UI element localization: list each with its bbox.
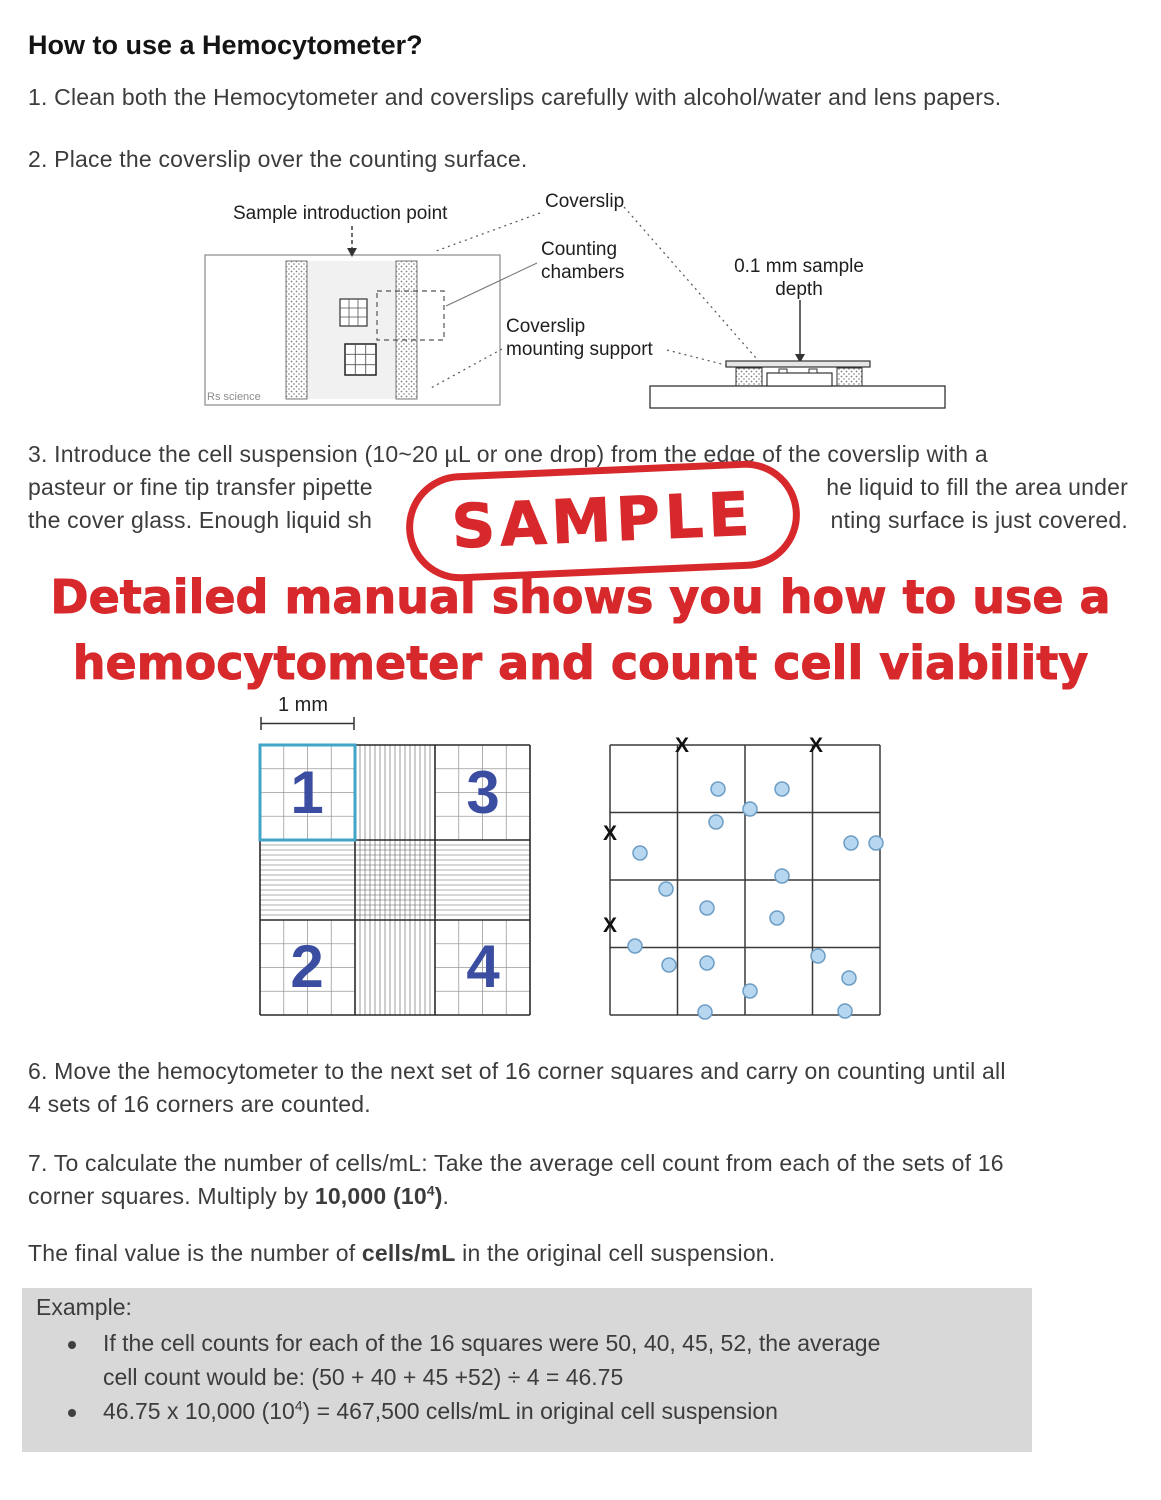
cell-dot <box>743 984 757 998</box>
x-mark-icon: X <box>602 822 618 845</box>
cell-counting-figure <box>599 734 891 1026</box>
example-bullet1-line1: If the cell counts for each of the 16 squares were 50, 40, 45, 52, the average <box>103 1330 881 1356</box>
cell-dots <box>628 782 883 1019</box>
cell-dot <box>698 1005 712 1019</box>
counting-chamber-grid-b <box>345 344 376 375</box>
slide-center-area <box>307 261 396 399</box>
step-2-text: 2. Place the coverslip over the counting surface. <box>28 146 528 172</box>
label-counting-chambers-line2: chambers <box>541 262 625 283</box>
final-after: in the original cell suspension. <box>455 1240 776 1266</box>
step-3-line-2-left: pasteur or fine tip transfer pipette <box>28 474 373 500</box>
counting-chamber-grid-a <box>340 299 367 326</box>
cell-dot <box>811 949 825 963</box>
step-1-text: 1. Clean both the Hemocytometer and coverslips carefully with alcohol/water and lens papers. <box>28 84 1002 110</box>
label-counting-chambers-line1: Counting <box>541 239 618 260</box>
cell-dot <box>662 958 676 972</box>
label-mounting-support-line1: Coverslip <box>506 316 586 337</box>
step-3-line-1: 3. Introduce the cell suspension (10~20 µL or one drop) from the edge of the coverslip with a <box>28 441 988 467</box>
example-bullet2 <box>103 1398 778 1425</box>
example-heading: Example: <box>36 1294 132 1320</box>
headline-line-2: hemocytometer and count cell viability <box>72 636 1089 690</box>
sample-stamp <box>404 458 802 583</box>
step-3-line-3-left: the cover glass. Enough liquid sh <box>28 507 373 533</box>
x-mark-icon: X <box>674 734 690 757</box>
label-coverslip: Coverslip <box>545 191 625 212</box>
cell-dot <box>844 836 858 850</box>
step-6-line-2: 4 sets of 16 corners are counted. <box>28 1091 371 1117</box>
cell-dot <box>743 802 757 816</box>
cell-dot <box>838 1004 852 1018</box>
quadrant-label-3: 3 <box>466 759 500 826</box>
bullet-icon <box>68 1409 76 1417</box>
multiplier-close: ) <box>434 1183 443 1209</box>
cell-dot <box>628 939 642 953</box>
sample-stamp-text: SAMPLE <box>450 479 756 563</box>
cell-dot <box>770 911 784 925</box>
quadrant-label-2: 2 <box>290 933 324 1000</box>
step-7-line-1: 7. To calculate the number of cells/mL: Take the average cell count from each of the sets of 16 <box>28 1150 1004 1176</box>
cell-dot <box>700 956 714 970</box>
cell-dot <box>775 869 789 883</box>
mounting-support-strip-left <box>286 261 307 399</box>
example-box <box>22 1288 1032 1452</box>
step-6-line-1: 6. Move the hemocytometer to the next set of 16 corner squares and carry on counting until all <box>28 1058 1006 1084</box>
brand-text: Rs science <box>207 391 261 403</box>
label-sample-depth-line1: 0.1 mm sample <box>734 256 864 277</box>
counting-grid-lines <box>610 745 880 1015</box>
x-mark-icon: X <box>808 734 824 757</box>
coverslip-connector-left <box>436 213 540 251</box>
sample-introduction-arrow <box>347 226 357 257</box>
cell-dot <box>659 882 673 896</box>
headline-line-1: Detailed manual shows you how to use a <box>50 570 1111 624</box>
step-3-line-3-right: nting surface is just covered. <box>830 507 1128 533</box>
bullet2-after: ) = 467,500 cells/mL in original cell suspension <box>302 1398 778 1424</box>
step-7-period: . <box>442 1183 450 1209</box>
cell-dot <box>700 901 714 915</box>
page-title: How to use a Hemocytometer? <box>28 30 423 60</box>
side-view <box>650 361 945 408</box>
scale-bracket <box>261 717 354 730</box>
label-mounting-support <box>506 315 653 361</box>
final-before: The final value is the number of <box>28 1240 362 1266</box>
cell-dot <box>711 782 725 796</box>
x-mark-icon: X <box>602 914 618 937</box>
mounting-support-strip-right <box>396 261 417 399</box>
cell-dot <box>633 846 647 860</box>
bullet2-exponent: 4 <box>294 1398 303 1414</box>
step-3-line-2-right: he liquid to fill the area under <box>826 474 1128 500</box>
multiplier-exponent: 4 <box>426 1183 435 1199</box>
label-mounting-support-line2: mounting support <box>506 339 653 360</box>
label-sample-depth <box>728 255 870 301</box>
bullet2-before: 46.75 x 10,000 (10 <box>103 1398 295 1424</box>
final-bold: cells/mL <box>361 1240 456 1266</box>
final-value-line <box>28 1240 775 1267</box>
bullet-icon <box>68 1341 76 1349</box>
cell-dot <box>709 815 723 829</box>
label-sample-introduction: Sample introduction point <box>233 203 448 224</box>
quadrant-label-4: 4 <box>466 933 500 1000</box>
assembly-diagram <box>0 0 1161 435</box>
quadrant-label-1: 1 <box>290 759 324 826</box>
sample-depth-arrow <box>795 300 805 363</box>
scale-label: 1 mm <box>278 694 328 716</box>
hemocytometer-grid-figure <box>258 693 532 1017</box>
cell-dot <box>775 782 789 796</box>
label-sample-depth-line2: depth <box>775 279 823 300</box>
label-counting-chambers <box>541 238 624 284</box>
multiplier-value: 10,000 (10 <box>314 1183 427 1209</box>
step-7-line-2-normal: corner squares. Multiply by <box>28 1183 315 1209</box>
cell-dot <box>869 836 883 850</box>
cell-dot <box>842 971 856 985</box>
quadrant-numbers <box>290 759 500 1000</box>
step-7-line-2 <box>28 1183 449 1210</box>
example-bullet1-line2: cell count would be: (50 + 40 + 45 +52) ÷ 4 = 46.75 <box>103 1364 624 1390</box>
